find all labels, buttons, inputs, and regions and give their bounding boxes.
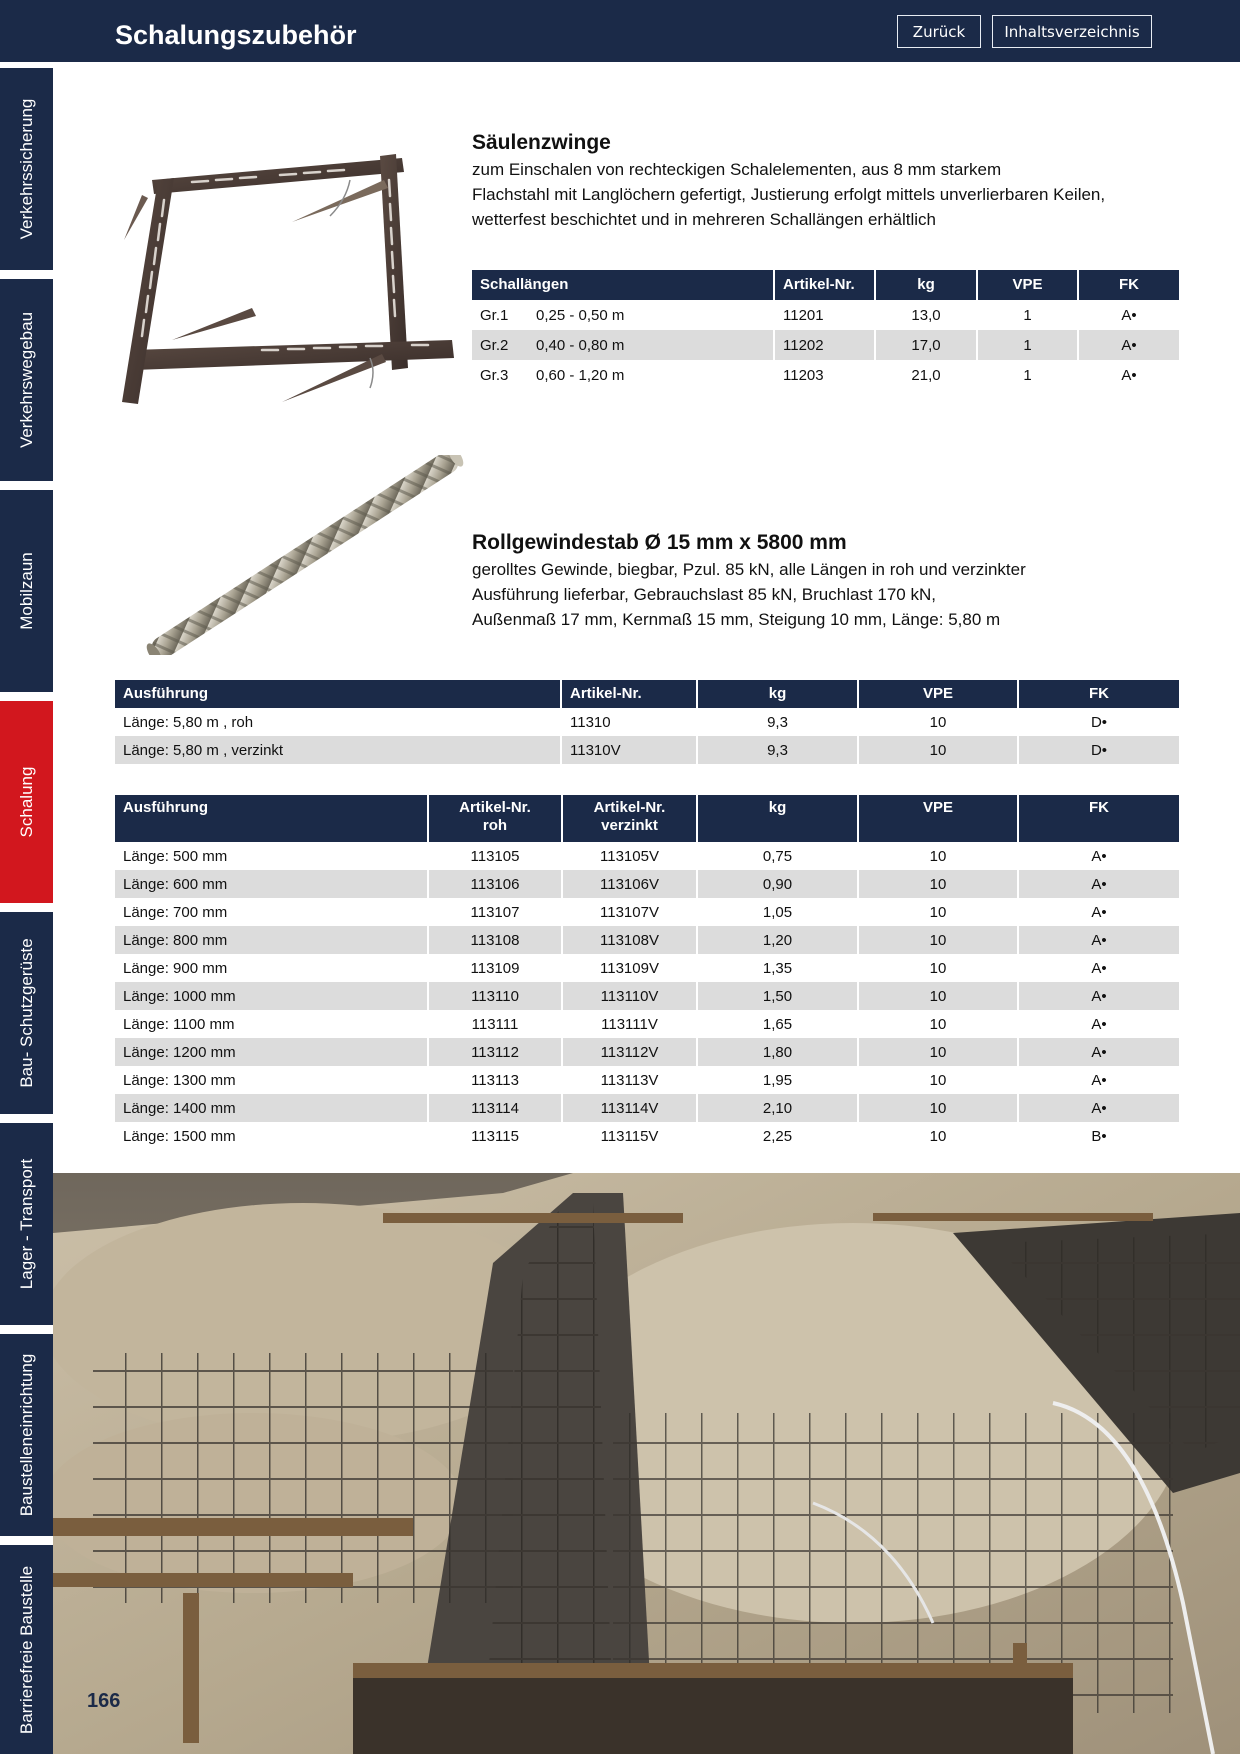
article-number-raw: 113114 [428, 1094, 562, 1122]
article-number-galvanized: 113110V [562, 982, 697, 1010]
column-header: Ausführung [115, 795, 428, 842]
vpe-value: 1 [977, 360, 1078, 390]
article-number-galvanized: 113113V [562, 1066, 697, 1094]
table-header-row [115, 795, 1179, 842]
table-row [115, 954, 1179, 982]
article-number-raw: 113107 [428, 898, 562, 926]
variant-description: Länge: 500 mm [115, 842, 428, 870]
fk-value: B• [1091, 1127, 1107, 1145]
sidebar-item-verkehrssicherung[interactable] [0, 68, 53, 270]
variant-description: Länge: 1400 mm [115, 1094, 428, 1122]
vpe-value: 10 [858, 870, 1018, 898]
page-title: Schalungszubehör [115, 20, 357, 50]
table-row [115, 926, 1179, 954]
weight-value: 21,0 [875, 360, 977, 390]
description-line: zum Einschalen von rechteckigen Schalelementen, aus 8 mm starkem [472, 160, 1002, 179]
article-number: 11310V [561, 736, 697, 764]
top-header-bar [0, 0, 1240, 62]
fk-value: A• [1091, 959, 1107, 977]
fk-value: A• [1091, 1071, 1107, 1089]
table-row [115, 898, 1179, 926]
sidebar-item-mobilzaun[interactable] [0, 490, 53, 692]
article-number-galvanized: 113105V [562, 842, 697, 870]
column-clamp-table [472, 270, 1179, 390]
description-line: Ausführung lieferbar, Gebrauchslast 85 kN, Bruchlast 170 kN, [472, 585, 936, 604]
weight-value: 9,3 [697, 708, 858, 736]
size-cell [472, 300, 774, 330]
size-cell [472, 330, 774, 360]
threaded-rod-full-length-table [115, 680, 1179, 764]
sidebar-item-label: Mobilzaun [16, 552, 36, 630]
column-header: VPE [858, 680, 1018, 708]
table-row [115, 1010, 1179, 1038]
sidebar-item-label: Bau- Schutzgerüste [16, 938, 36, 1088]
column-header: VPE [977, 270, 1078, 300]
vpe-value: 10 [858, 898, 1018, 926]
weight-value: 0,90 [697, 870, 858, 898]
weight-value: 2,25 [697, 1122, 858, 1150]
variant-description: Länge: 800 mm [115, 926, 428, 954]
fk-value: A• [1018, 870, 1179, 898]
product-title-column-clamp: Säulenzwinge [472, 131, 611, 154]
description-line: wetterfest beschichtet und in mehreren Schallängen erhältlich [472, 210, 936, 229]
article-number-raw: 113109 [428, 954, 562, 982]
threaded-rod-cut-length-table [115, 795, 1179, 1150]
weight-value: 2,10 [697, 1094, 858, 1122]
sidebar-item-label: Barrierefreie Baustelle [16, 1565, 36, 1734]
table-row [472, 360, 1179, 390]
vpe-value: 10 [858, 954, 1018, 982]
vpe-value: 10 [858, 1066, 1018, 1094]
article-number-raw: 113113 [428, 1066, 562, 1094]
sidebar-item-label: Verkehrssicherung [16, 98, 36, 240]
weight-value: 1,95 [697, 1066, 858, 1094]
table-row [115, 1122, 1179, 1150]
column-header: FK [1018, 795, 1179, 842]
fk-value: A• [1018, 982, 1179, 1010]
range-value: 0,25 - 0,50 m [536, 306, 625, 324]
weight-value: 1,65 [697, 1010, 858, 1038]
article-number-raw: 113108 [428, 926, 562, 954]
weight-value: 1,50 [697, 982, 858, 1010]
column-header-line: roh [482, 817, 508, 834]
product-title-threaded-rod: Rollgewindestab Ø 15 mm x 5800 mm [472, 531, 847, 554]
article-number-galvanized: 113106V [562, 870, 697, 898]
weight-value: 0,75 [697, 842, 858, 870]
table-header-row [115, 680, 1179, 708]
vpe-value: 10 [858, 1038, 1018, 1066]
threaded-rod-image [140, 455, 470, 655]
column-clamp-image [112, 140, 462, 420]
weight-value: 1,80 [697, 1038, 858, 1066]
fk-value: D• [1018, 736, 1179, 764]
vpe-value: 10 [858, 926, 1018, 954]
range-value: 0,60 - 1,20 m [536, 366, 625, 384]
column-header: kg [697, 680, 858, 708]
article-number-galvanized: 113114V [562, 1094, 697, 1122]
variant-description: Länge: 1300 mm [115, 1066, 428, 1094]
table-row [115, 1038, 1179, 1066]
column-header: kg [875, 270, 977, 300]
article-number-raw: 113106 [428, 870, 562, 898]
article-number-raw: 113115 [428, 1122, 562, 1150]
column-header [562, 795, 697, 842]
size-cell [472, 360, 774, 390]
table-row [472, 330, 1179, 360]
variant-description: Länge: 5,80 m , verzinkt [115, 736, 561, 764]
column-header: Artikel-Nr. [774, 270, 875, 300]
article-number-galvanized: 113115V [562, 1122, 697, 1150]
table-row [115, 708, 1179, 736]
vpe-value: 10 [858, 1122, 1018, 1150]
weight-value: 1,20 [697, 926, 858, 954]
fk-value: A• [1018, 1038, 1179, 1066]
sidebar-item-schalung[interactable] [0, 701, 53, 903]
article-number: 11202 [774, 330, 875, 360]
construction-site-photo [53, 1173, 1240, 1754]
article-number-raw: 113111 [428, 1010, 562, 1038]
size-label: Gr.3 [480, 366, 509, 384]
vpe-value: 1 [977, 300, 1078, 330]
sidebar-item-baustelleneinrichtung[interactable] [0, 1334, 53, 1536]
table-row [115, 870, 1179, 898]
page-number: 166 [87, 1690, 121, 1712]
sidebar-item-verkehrswegebau[interactable] [0, 279, 53, 481]
vpe-value: 10 [858, 1094, 1018, 1122]
weight-value: 17,0 [875, 330, 977, 360]
column-header-line: Artikel-Nr. [593, 799, 666, 816]
table-row [115, 1066, 1179, 1094]
description-line: gerolltes Gewinde, biegbar, Pzul. 85 kN, alle Längen in roh und verzinkter [472, 560, 1026, 579]
fk-value: A• [1091, 1015, 1107, 1033]
article-number-galvanized: 113111V [562, 1010, 697, 1038]
fk-value: A• [1121, 306, 1137, 324]
article-number-galvanized: 113107V [562, 898, 697, 926]
table-row [115, 736, 1179, 764]
size-label: Gr.2 [480, 336, 509, 354]
article-number: 11310 [561, 708, 697, 736]
article-number-galvanized: 113112V [562, 1038, 697, 1066]
category-sidebar [0, 62, 53, 1754]
sidebar-item-barrierefreie-baustelle[interactable] [0, 1545, 53, 1754]
sidebar-item-label: Baustelleneinrichtung [16, 1353, 36, 1517]
variant-description: Länge: 1500 mm [115, 1122, 428, 1150]
fk-value: D• [1090, 713, 1108, 731]
table-header-row [472, 270, 1179, 300]
variant-description: Länge: 700 mm [115, 898, 428, 926]
table-row [472, 300, 1179, 330]
table-row [115, 1094, 1179, 1122]
article-number-raw: 113112 [428, 1038, 562, 1066]
sidebar-item-label: Lager - Transport [16, 1158, 36, 1290]
sidebar-item-label: Verkehrswegebau [16, 311, 36, 449]
article-number-galvanized: 113108V [562, 926, 697, 954]
column-header: VPE [858, 795, 1018, 842]
weight-value: 9,3 [697, 736, 858, 764]
fk-value: A• [1018, 1094, 1179, 1122]
fk-value: A• [1091, 847, 1107, 865]
vpe-value: 10 [858, 982, 1018, 1010]
variant-description: Länge: 1000 mm [115, 982, 428, 1010]
column-header-line: verzinkt [601, 817, 658, 834]
variant-description: Länge: 600 mm [115, 870, 428, 898]
fk-value: A• [1018, 926, 1179, 954]
vpe-value: 10 [858, 736, 1018, 764]
weight-value: 13,0 [875, 300, 977, 330]
vpe-value: 10 [858, 708, 1018, 736]
product-description-column-clamp [472, 157, 1105, 232]
column-header: FK [1018, 680, 1179, 708]
vpe-value: 10 [858, 1010, 1018, 1038]
back-button[interactable]: Zurück [897, 15, 981, 48]
column-header: Schallängen [472, 270, 774, 300]
column-header-line: Artikel-Nr. [459, 799, 531, 816]
table-row [115, 982, 1179, 1010]
variant-description: Länge: 1100 mm [115, 1010, 428, 1038]
variant-description: Länge: 5,80 m , roh [115, 708, 561, 736]
sidebar-item-bau-schutzgerueste[interactable] [0, 912, 53, 1114]
variant-description: Länge: 900 mm [115, 954, 428, 982]
column-header [428, 795, 562, 842]
vpe-value: 10 [858, 842, 1018, 870]
table-row [115, 842, 1179, 870]
column-header: FK [1078, 270, 1179, 300]
article-number-raw: 113105 [428, 842, 562, 870]
column-header: Artikel-Nr. [561, 680, 697, 708]
range-value: 0,40 - 0,80 m [536, 336, 625, 354]
fk-value: A• [1078, 330, 1179, 360]
sidebar-item-lager-transport[interactable] [0, 1123, 53, 1325]
column-header: kg [697, 795, 858, 842]
weight-value: 1,05 [697, 898, 858, 926]
article-number: 11203 [774, 360, 875, 390]
product-description-threaded-rod [472, 557, 1026, 632]
fk-value: A• [1121, 366, 1137, 384]
size-label: Gr.1 [480, 306, 509, 324]
fk-value: A• [1091, 903, 1107, 921]
column-header: Ausführung [115, 680, 561, 708]
article-number-galvanized: 113109V [562, 954, 697, 982]
article-number-raw: 113110 [428, 982, 562, 1010]
description-line: Außenmaß 17 mm, Kernmaß 15 mm, Steigung 10 mm, Länge: 5,80 m [472, 610, 1001, 629]
vpe-value: 1 [977, 330, 1078, 360]
table-of-contents-button[interactable]: Inhaltsverzeichnis [992, 15, 1152, 48]
weight-value: 1,35 [697, 954, 858, 982]
variant-description: Länge: 1200 mm [115, 1038, 428, 1066]
sidebar-item-label: Schalung [16, 766, 36, 838]
description-line: Flachstahl mit Langlöchern gefertigt, Justierung erfolgt mittels unverlierbaren Keilen, [472, 185, 1106, 204]
article-number: 11201 [774, 300, 875, 330]
